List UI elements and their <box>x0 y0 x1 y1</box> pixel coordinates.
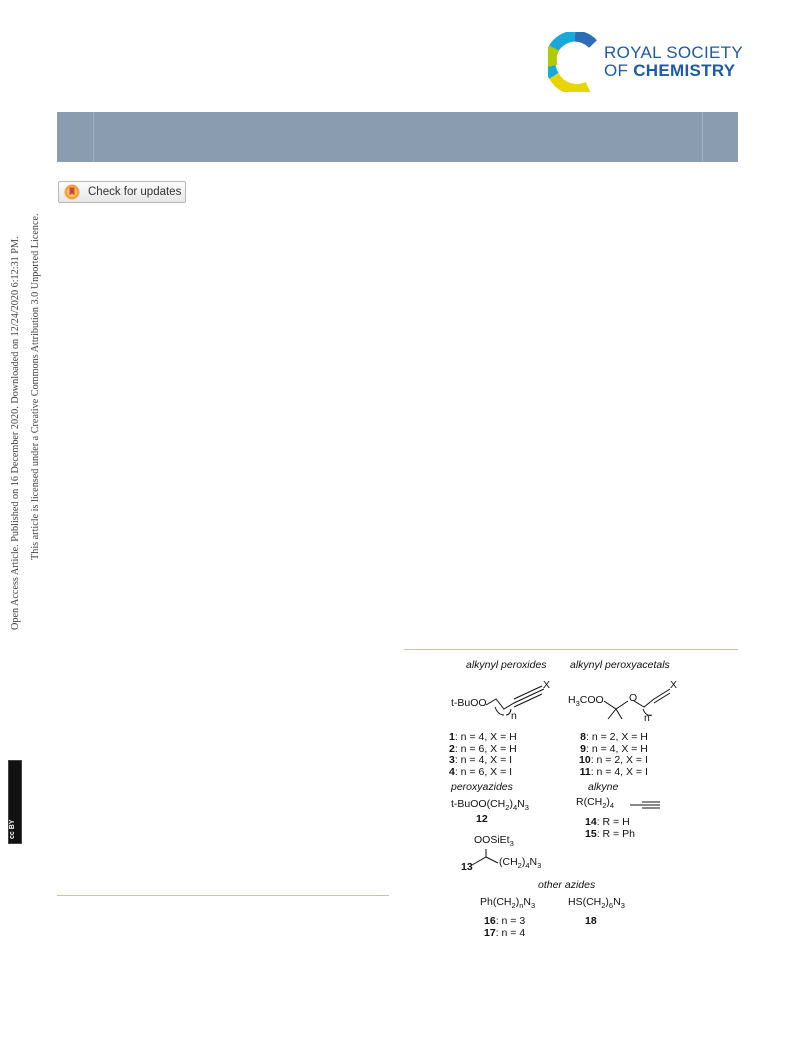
logo-line2-bold: CHEMISTRY <box>633 61 736 80</box>
rsc-logo-icon <box>548 32 602 92</box>
side-notice-line2: This article is licensed under a Creative Commons Attribution 3.0 Unported Licence. <box>30 213 41 560</box>
list-item: 8: n = 2, X = H <box>580 731 648 743</box>
acetal-list <box>579 732 648 778</box>
logo-line2 <box>604 62 735 79</box>
acetal-group: $H_3COO$ <box>568 694 604 709</box>
heading-alkynyl-peroxyacetals: alkynyl peroxyacetals <box>570 659 670 671</box>
azide-list <box>484 916 525 939</box>
chemical-scheme <box>404 655 738 955</box>
acetal-chain-drawing <box>604 685 680 725</box>
list-item: 10: n = 2, X = I <box>579 754 648 767</box>
azide-formula-b: $HS(CH_2)_6N_3$ <box>568 896 625 911</box>
compound-13-number: 13 <box>461 861 473 873</box>
list-item: 17: n = 4 <box>484 926 526 939</box>
column-rule-bottom <box>57 895 389 896</box>
alkyne-formula: $R(CH_2)_4$ <box>576 796 615 811</box>
heading-peroxyazides: peroxyazides <box>451 781 513 793</box>
check-for-updates-label: Check for updates <box>88 186 182 198</box>
side-notice <box>8 190 48 839</box>
list-item: 14: R = H <box>585 816 630 828</box>
list-item: 3: n = 4, X = I <box>449 754 513 767</box>
side-notice-line1: Open Access Article. Published on 16 December 2020. Downloaded on 12/24/2020 6:12:31 PM. <box>10 236 21 630</box>
list-item: 1: n = 4, X = H <box>449 731 517 743</box>
cc-badge-text: cc BY <box>9 819 16 839</box>
column-rule-top <box>404 649 738 650</box>
peroxide-group: t-BuOO <box>451 697 487 709</box>
azide-formula-a: $Ph(CH_2)_nN_3$ <box>480 896 536 911</box>
compound-12-number: 12 <box>476 813 488 825</box>
logo-line2-prefix: OF <box>604 61 634 80</box>
compound-13-top: OOSiEt$_3$ <box>474 834 514 849</box>
cc-by-badge <box>8 760 22 844</box>
check-for-updates-button[interactable] <box>58 181 186 203</box>
list-item: 9: n = 4, X = H <box>580 742 648 755</box>
acetal-n: n <box>644 712 650 724</box>
list-item: 16: n = 3 <box>484 915 526 927</box>
compound-12-formula: $t-BuOO(CH_2)_4N_3$ <box>451 798 529 813</box>
heading-alkynyl-peroxides: alkynyl peroxides <box>466 659 547 671</box>
logo-line1: ROYAL SOCIETY <box>604 43 743 62</box>
peroxide-list <box>449 732 517 778</box>
alkyne-triple-bond <box>630 800 662 810</box>
list-item: 11: n = 4, X = I <box>579 765 648 778</box>
header-banner <box>57 112 738 162</box>
compound-18-number: 18 <box>585 915 597 927</box>
list-item: 2: n = 6, X = H <box>449 742 517 755</box>
compound-13-chain: $(CH_2)_4N_3$ <box>499 856 542 871</box>
rsc-logo <box>548 32 744 92</box>
heading-other-azides: other azides <box>538 879 596 891</box>
heading-alkyne: alkyne <box>588 781 619 793</box>
alkyne-list <box>585 817 635 840</box>
list-item: 15: R = Ph <box>585 827 635 840</box>
acetal-o: O <box>629 692 638 704</box>
list-item: 4: n = 6, X = I <box>449 765 513 778</box>
crossmark-icon <box>64 184 80 200</box>
peroxide-x: X <box>543 679 551 691</box>
acetal-x: X <box>670 679 678 691</box>
peroxide-n: n <box>511 710 517 722</box>
